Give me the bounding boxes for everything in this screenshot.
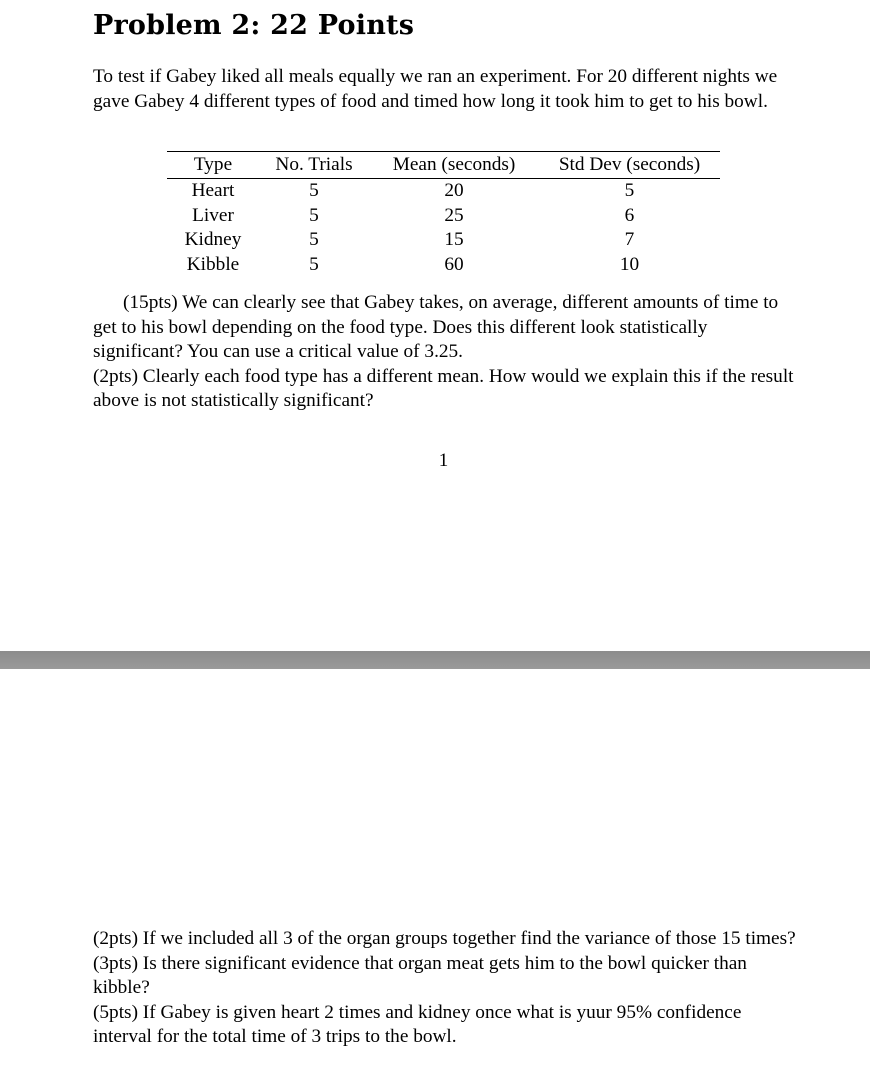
table-row xyxy=(167,253,720,278)
cell-mean: 25 xyxy=(444,204,464,226)
question-5pts-interval: (5pts) If Gabey is given heart 2 times and kidney once what is yuur 95% confidence interval for the total time of 3 trips to the bowl. xyxy=(93,1001,742,1047)
cell-std-dev: 5 xyxy=(624,180,635,201)
question-block-2 xyxy=(93,927,796,1050)
cell-type: Liver xyxy=(192,204,234,226)
cell-type: Kibble xyxy=(186,253,240,275)
question-block-1 xyxy=(93,291,796,414)
cell-std-dev: 7 xyxy=(624,229,635,250)
cell-type: Kidney xyxy=(184,229,242,250)
header-std-dev: Std Dev (seconds) xyxy=(558,153,701,175)
header-mean: Mean (seconds) xyxy=(392,153,516,175)
problem-title: Problem 2: 22 Points xyxy=(93,10,415,41)
question-15pts: (15pts) We can clearly see that Gabey takes, on average, different amounts of time to get to his bowl depending on the food type. Does this different look statistically significant? You can use a critical value of 3.25. xyxy=(93,292,779,362)
cell-type: Heart xyxy=(191,180,235,201)
table-row xyxy=(167,179,720,204)
table-row xyxy=(167,204,720,229)
header-type: Type xyxy=(193,153,233,175)
table-header-row xyxy=(167,152,720,179)
question-2pts-explain: (2pts) Clearly each food type has a different mean. How would we explain this if the result above is not statistically significant? xyxy=(93,365,794,411)
page-separator xyxy=(0,651,870,669)
cell-mean: 15 xyxy=(444,229,464,250)
cell-std-dev: 10 xyxy=(619,253,640,275)
food-data-table xyxy=(167,151,720,277)
table-row xyxy=(167,228,720,253)
cell-trials: 5 xyxy=(309,204,319,226)
cell-mean: 60 xyxy=(444,253,464,275)
page-number: 1 xyxy=(438,450,449,471)
problem-intro: To test if Gabey liked all meals equally we ran an experiment. For 20 different nights we gave Gabey 4 different types of food and timed how long it took him to get to his bowl. xyxy=(93,66,778,112)
question-3pts-evidence: (3pts) Is there significant evidence that organ meat gets him to the bowl quicker than kibble? xyxy=(93,952,747,998)
cell-trials: 5 xyxy=(309,229,319,250)
cell-trials: 5 xyxy=(309,180,319,201)
cell-mean: 20 xyxy=(444,180,464,201)
question-2pts-variance: (2pts) If we included all 3 of the organ groups together find the variance of those 15 times? xyxy=(93,928,796,949)
cell-std-dev: 6 xyxy=(624,204,635,226)
cell-trials: 5 xyxy=(309,253,319,275)
header-trials: No. Trials xyxy=(275,153,353,175)
